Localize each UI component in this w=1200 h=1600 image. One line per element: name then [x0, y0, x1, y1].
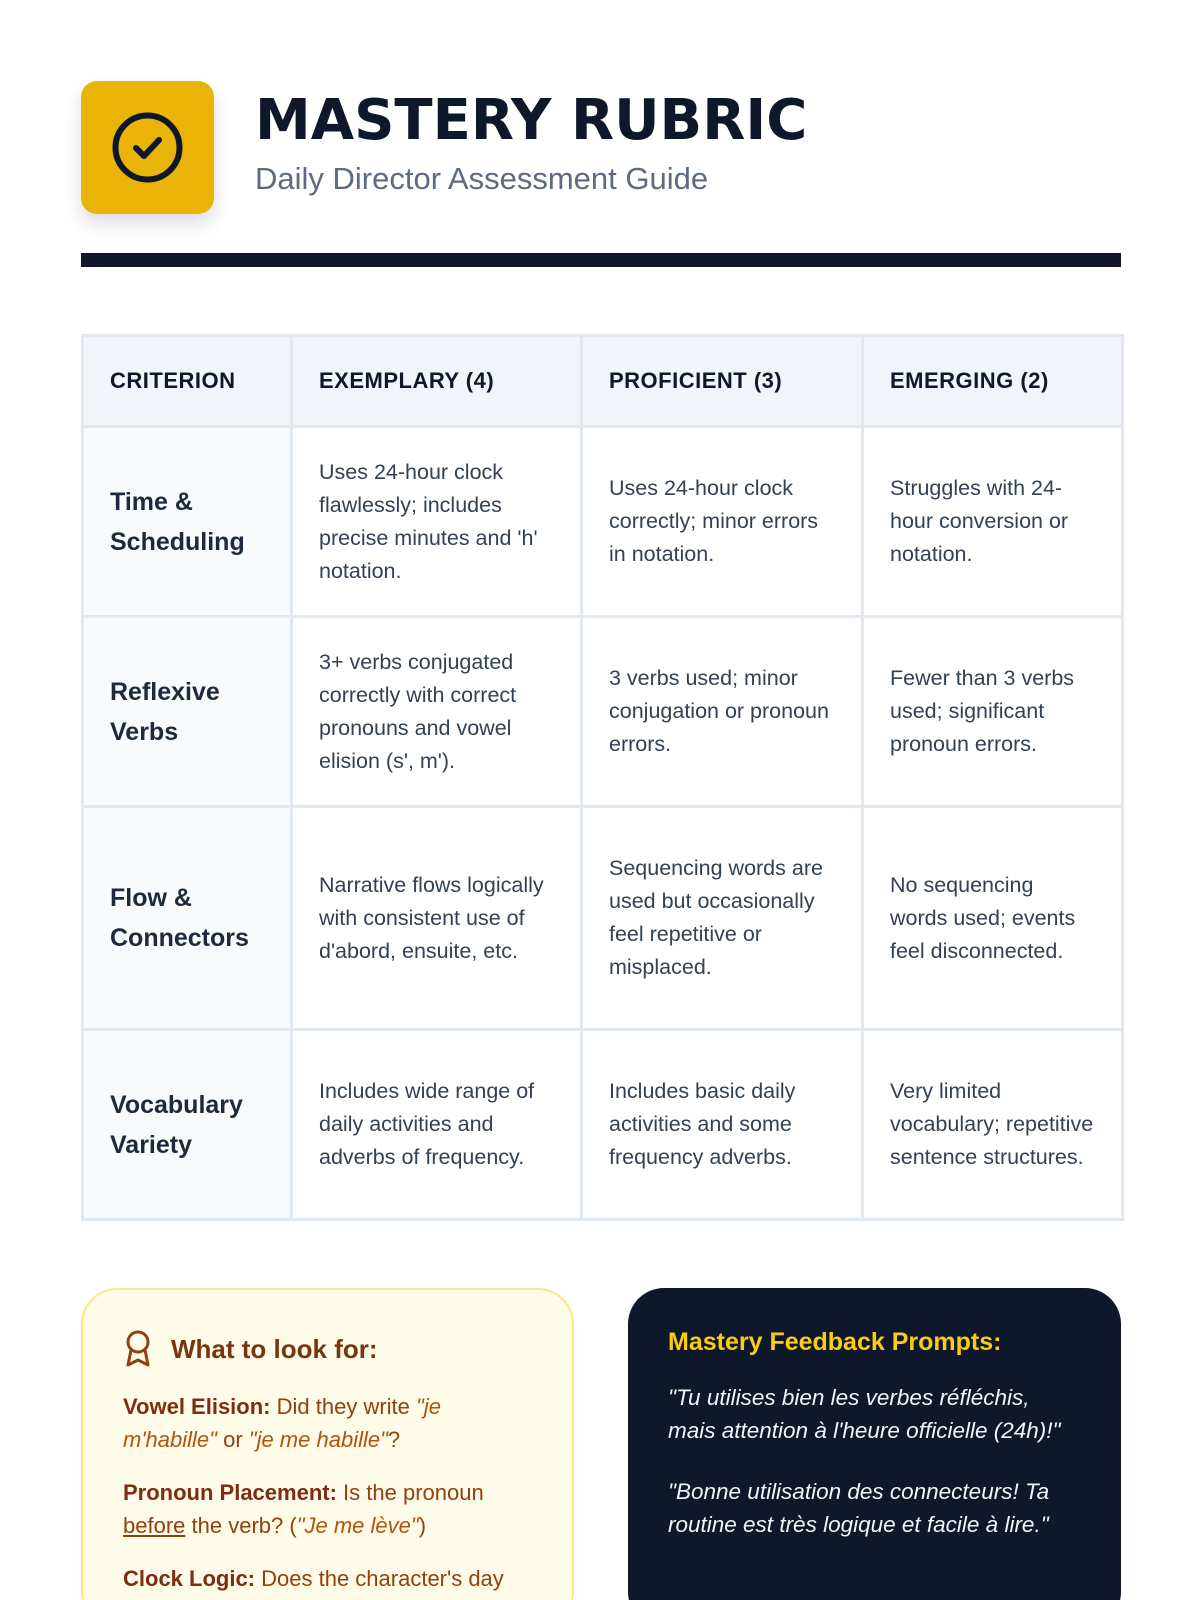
page-title: MASTERY RUBRIC [255, 88, 808, 153]
column-header-proficient: PROFICIENT (3) [582, 336, 863, 427]
table-row [83, 617, 1123, 807]
table-row [83, 427, 1123, 617]
item-label: Clock Logic: [123, 1566, 256, 1591]
feedback-title: Mastery Feedback Prompts: [668, 1328, 1002, 1356]
proficient-cell: Sequencing words are used but occasionally feel repetitive or misplaced. [582, 807, 863, 1030]
item-text: ) [418, 1513, 427, 1538]
exemplary-cell: Narrative flows logically with consistent use of d'abord, ensuite, etc. [292, 807, 582, 1030]
page-subtitle: Daily Director Assessment Guide [255, 161, 709, 196]
badge [81, 81, 214, 214]
page-header [81, 81, 1121, 216]
criterion-cell: Flow & Connectors [83, 807, 292, 1030]
emerging-cell: Very limited vocabulary; repetitive sentence structures. [863, 1030, 1123, 1220]
award-ribbon-icon [123, 1330, 153, 1368]
proficient-cell: 3 verbs used; minor conjugation or pronoun errors. [582, 617, 863, 807]
item-emphasis: before [123, 1513, 186, 1538]
look-for-heading [123, 1330, 532, 1368]
criterion-cell: Time & Scheduling [83, 427, 292, 617]
item-label: Pronoun Placement: [123, 1480, 337, 1505]
header-divider [81, 253, 1121, 267]
rubric-table [81, 334, 1124, 1221]
feedback-quote: "Tu utilises bien les verbes réfléchis, mais attention à l'heure officielle (24h)!" [668, 1385, 1061, 1443]
item-example: "Je me lève" [296, 1513, 419, 1538]
proficient-cell: Uses 24-hour clock correctly; minor errors in notation. [582, 427, 863, 617]
emerging-cell: No sequencing words used; events feel disconnected. [863, 807, 1123, 1030]
column-header-exemplary: EXEMPLARY (4) [292, 336, 582, 427]
feedback-quote: "Bonne utilisation des connecteurs! Ta routine est très logique et facile à lire." [668, 1479, 1050, 1537]
proficient-cell: Includes basic daily activities and some frequency adverbs. [582, 1030, 863, 1220]
exemplary-cell: Includes wide range of daily activities and adverbs of frequency. [292, 1030, 582, 1220]
item-text: the verb? ( [191, 1513, 297, 1538]
table-row [83, 1030, 1123, 1220]
criterion-cell: Vocabulary Variety [83, 1030, 292, 1220]
exemplary-cell: Uses 24-hour clock flawlessly; includes precise minutes and 'h' notation. [292, 427, 582, 617]
column-header-emerging: EMERGING (2) [863, 336, 1123, 427]
exemplary-cell: 3+ verbs conjugated correctly with correct pronouns and vowel elision (s', m'). [292, 617, 582, 807]
item-example: "je me habille" [248, 1427, 388, 1452]
look-for-item-clock-logic [123, 1562, 532, 1595]
look-for-panel [81, 1288, 574, 1600]
item-text: or [223, 1427, 243, 1452]
item-text: Does the character's day [261, 1566, 504, 1591]
table-header-row [83, 336, 1123, 427]
item-text: Did they write [276, 1394, 410, 1419]
check-circle-icon [109, 109, 186, 186]
item-text: ? [387, 1427, 401, 1452]
look-for-item-pronoun-placement [123, 1476, 532, 1542]
item-text: Is the pronoun [343, 1480, 484, 1505]
emerging-cell: Fewer than 3 verbs used; significant pronoun errors. [863, 617, 1123, 807]
feedback-panel [628, 1288, 1121, 1600]
item-label: Vowel Elision: [123, 1394, 271, 1419]
column-header-criterion: CRITERION [83, 336, 292, 427]
emerging-cell: Struggles with 24-hour conversion or notation. [863, 427, 1123, 617]
criterion-cell: Reflexive Verbs [83, 617, 292, 807]
table-row [83, 807, 1123, 1030]
item-example: "je m'habille" [123, 1394, 441, 1452]
look-for-item-vowel-elision [123, 1390, 532, 1456]
look-for-title: What to look for: [171, 1333, 378, 1364]
